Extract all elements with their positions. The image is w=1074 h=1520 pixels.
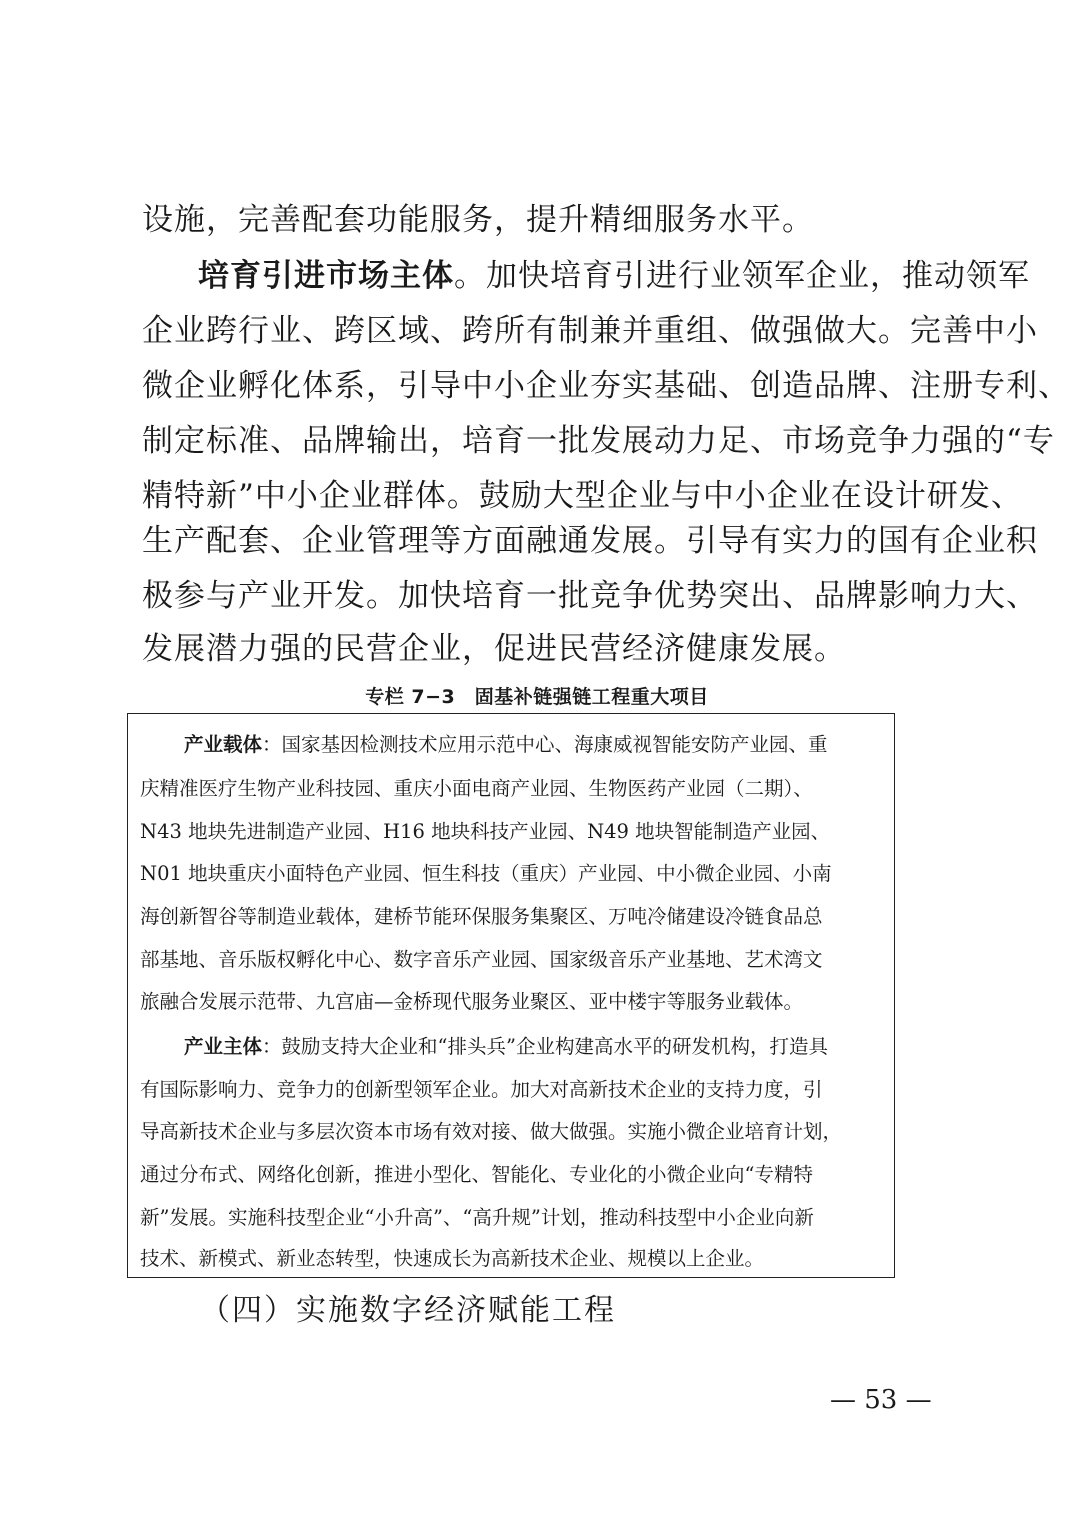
paragraph-first-line <box>198 255 1030 297</box>
carrier-label: 产业载体 <box>184 733 263 756</box>
box-subject-first-line <box>184 1033 934 1061</box>
page-number: — 53 — <box>830 1385 932 1415</box>
box-line: ：国家基因检测技术应用示范中心、海康威视智能安防产业园、重 <box>262 733 828 756</box>
box-line: 新”发展。实施科技型企业“小升高”、“高升规”计划，推动科技型中小企业向新 <box>140 1206 814 1229</box>
section-heading: （四）实施数字经济赋能工程 <box>200 1293 616 1328</box>
box-line: 导高新技术企业与多层次资本市场有效对接、做大做强。实施小微企业培育计划， <box>140 1120 843 1143</box>
paragraph-line: 精特新”中小企业群体。鼓励大型企业与中小企业在设计研发、 <box>142 478 1023 514</box>
paragraph-line: 极参与产业开发。加快培育一批竞争优势突出、品牌影响力大、 <box>142 578 1038 614</box>
box-line: 通过分布式、网络化创新，推进小型化、智能化、专业化的小微企业向“专精特 <box>140 1163 813 1186</box>
box-line: 旅融合发展示范带、九宫庙—金桥现代服务业聚区、亚中楼宇等服务业载体。 <box>140 990 804 1013</box>
paragraph-line: 企业跨行业、跨区域、跨所有制兼并重组、做强做大。完善中小 <box>142 313 1038 349</box>
paragraph-line: 。加快培育引进行业领军企业，推动领军 <box>454 258 1030 294</box>
box-line: 海创新智谷等制造业载体，建桥节能环保服务集聚区、万吨冷储建设冷链食品总 <box>140 905 823 928</box>
intro-line: 设施，完善配套功能服务，提升精细服务水平。 <box>142 202 814 238</box>
paragraph-line: 发展潜力强的民营企业，促进民营经济健康发展。 <box>142 631 846 667</box>
box-line: 庆精准医疗生物产业科技园、重庆小面电商产业园、生物医药产业园（二期）、 <box>140 777 813 800</box>
box-line: 部基地、音乐版权孵化中心、数字音乐产业园、国家级音乐产业基地、艺术湾文 <box>140 948 823 971</box>
box-title: 专栏 7−3 固基补链强链工程重大项目 <box>365 686 709 708</box>
box-line: N01 地块重庆小面特色产业园、恒生科技（重庆）产业园、中小微企业园、小南 <box>140 862 832 885</box>
paragraph-heading: 培育引进市场主体 <box>198 258 454 294</box>
box-line: 有国际影响力、竞争力的创新型领军企业。加大对高新技术企业的支持力度，引 <box>140 1078 823 1101</box>
paragraph-line: 微企业孵化体系，引导中小企业夯实基础、创造品牌、注册专利、 <box>142 368 1070 404</box>
paragraph-line: 制定标准、品牌输出，培育一批发展动力足、市场竞争力强的“专 <box>142 423 1055 459</box>
box-line: ：鼓励支持大企业和“排头兵”企业构建高水平的研发机构，打造具 <box>262 1035 828 1058</box>
box-line: N43 地块先进制造产业园、H16 地块科技产业园、N49 地块智能制造产业园、 <box>140 820 831 843</box>
box-line: 技术、新模式、新业态转型，快速成长为高新技术企业、规模以上企业。 <box>140 1247 765 1270</box>
subject-label: 产业主体 <box>184 1035 263 1058</box>
paragraph-line: 生产配套、企业管理等方面融通发展。引导有实力的国有企业积 <box>142 523 1038 559</box>
box-carrier-first-line <box>184 731 934 759</box>
